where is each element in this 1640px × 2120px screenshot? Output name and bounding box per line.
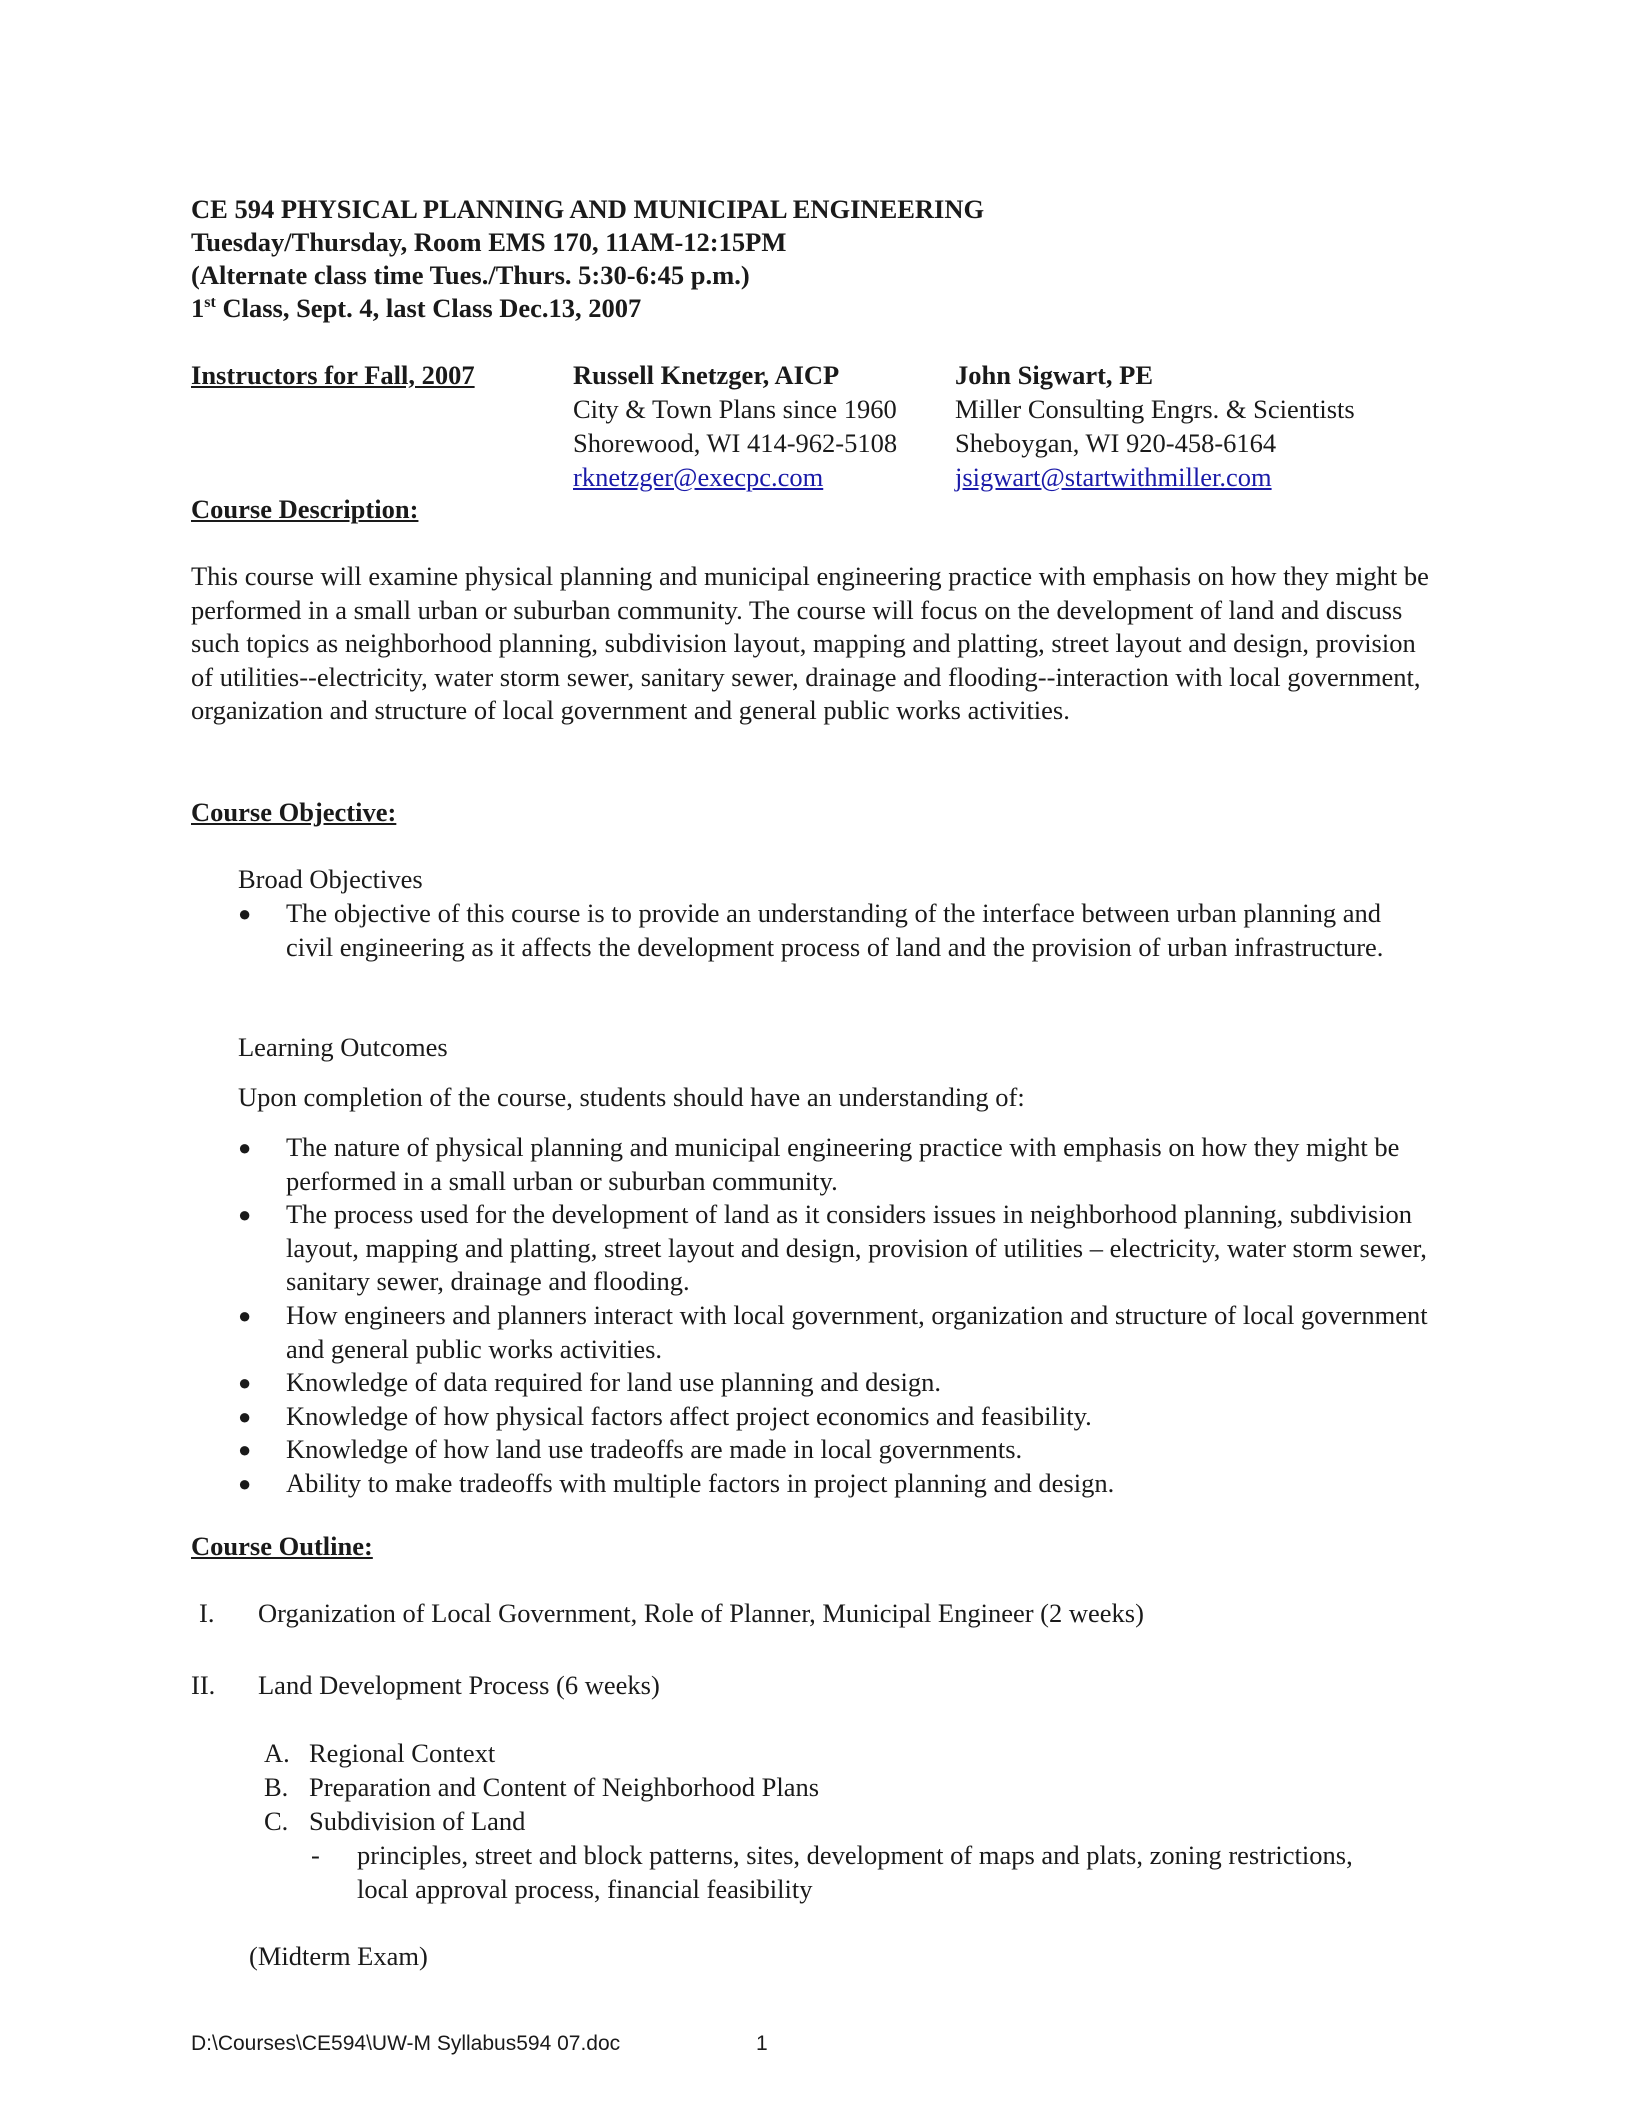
ordinal-suffix: st xyxy=(204,294,216,312)
course-title: CE 594 PHYSICAL PLANNING AND MUNICIPAL ENGINEERING xyxy=(191,194,985,224)
learning-outcomes-list xyxy=(238,1131,1428,1501)
bullet-icon: ● xyxy=(238,1403,252,1429)
bullet-icon: ● xyxy=(238,1470,252,1496)
list-item xyxy=(238,1433,1428,1467)
instructor-knetzger-name: Russell Knetzger, AICP xyxy=(573,360,840,390)
outline-section-text: Land Development Process (6 weeks) xyxy=(258,1670,660,1700)
bullet-icon: ● xyxy=(238,901,252,926)
learning-outcomes-intro: Upon completion of the course, students should have an understanding of: xyxy=(238,1082,1025,1112)
midterm-exam-note: (Midterm Exam) xyxy=(249,1941,428,1971)
outline-sub-letter: A. xyxy=(264,1738,290,1768)
outline-sub-text: Regional Context xyxy=(309,1738,496,1768)
list-item-text: The process used for the development of land as it considers issues in neighborhood planning, subdivision layout, mapping and platting, street layout and design, provision of utilities – electricity, water storm sewer, sanitary sewer, drainage and flooding. xyxy=(286,1199,1427,1297)
instructor-sigwart-phone: Sheboygan, WI 920-458-6164 xyxy=(955,428,1277,458)
instructor-knetzger-email-link[interactable]: rknetzger@execpc.com xyxy=(573,462,824,492)
list-item-text: Knowledge of how physical factors affect project economics and feasibility. xyxy=(286,1400,1092,1431)
course-description-body: This course will examine physical planning and municipal engineering practice with emphasis on how they might be performed in a small urban or suburban community. The course will focus on the development of land and discuss such topics as neighborhood planning, subdivision layout, mapping and platting, street layout and design, provision of utilities--electricity, water storm sewer, sanitary sewer, drainage and flooding--interaction with local government, organization and structure of local government and general public works activities. xyxy=(191,561,1429,726)
alternate-time-line: (Alternate class time Tues./Thurs. 5:30-6:45 p.m.) xyxy=(191,260,750,290)
broad-objectives-heading: Broad Objectives xyxy=(238,864,423,894)
outline-sub-text: Subdivision of Land xyxy=(309,1806,526,1836)
list-item xyxy=(238,897,1428,964)
footer-file-path: D:\Courses\CE594\UW-M Syllabus594 07.doc xyxy=(191,2032,621,2055)
bullet-icon: ● xyxy=(238,1135,252,1160)
list-item-text: Ability to make tradeoffs with multiple factors in project planning and design. xyxy=(286,1467,1115,1498)
list-item-text: Knowledge of data required for land use planning and design. xyxy=(286,1367,941,1398)
course-objective-heading: Course Objective: xyxy=(191,797,397,827)
course-description-heading: Course Description: xyxy=(191,494,419,524)
bullet-icon: ● xyxy=(238,1437,252,1463)
first-class-number: 1 xyxy=(191,293,205,323)
class-dates-text: Class, Sept. 4, last Class Dec.13, 2007 xyxy=(215,293,642,323)
list-item xyxy=(238,1400,1428,1434)
footer-page-number: 1 xyxy=(756,2032,768,2055)
bullet-icon: ● xyxy=(238,1202,252,1228)
list-item xyxy=(238,1198,1428,1299)
outline-sub-text: Preparation and Content of Neighborhood Plans xyxy=(309,1772,820,1802)
outline-sub-letter: B. xyxy=(264,1772,289,1802)
instructor-knetzger-phone: Shorewood, WI 414-962-5108 xyxy=(573,428,898,458)
course-outline-heading: Course Outline: xyxy=(191,1531,373,1561)
bullet-icon: ● xyxy=(238,1302,252,1328)
instructor-knetzger-line1: City & Town Plans since 1960 xyxy=(573,394,897,424)
list-item xyxy=(238,1467,1428,1501)
list-item xyxy=(238,1299,1428,1366)
learning-outcomes-heading: Learning Outcomes xyxy=(238,1032,448,1062)
outline-section-text: Organization of Local Government, Role of Planner, Municipal Engineer (2 weeks) xyxy=(258,1598,1144,1628)
list-item-text: How engineers and planners interact with local government, organization and structure of local government and general public works activities. xyxy=(286,1299,1428,1364)
list-item xyxy=(238,1366,1428,1400)
list-item-text: The nature of physical planning and municipal engineering practice with emphasis on how they might be performed in a small urban or suburban community. xyxy=(286,1132,1400,1196)
list-item xyxy=(238,1131,1428,1198)
outline-section-number: I. xyxy=(199,1598,215,1628)
outline-section-number: II. xyxy=(191,1670,216,1700)
instructors-label: Instructors for Fall, 2007 xyxy=(191,360,475,390)
outline-sub-letter: C. xyxy=(264,1806,289,1836)
bullet-icon: ● xyxy=(238,1370,252,1396)
schedule-line: Tuesday/Thursday, Room EMS 170, 11AM-12:15PM xyxy=(191,227,787,257)
list-item-text: The objective of this course is to provide an understanding of the interface between urban planning and civil engineering as it affects the development process of land and the provision of urban infrastructure. xyxy=(286,898,1384,962)
broad-objectives-list xyxy=(238,897,1428,964)
outline-dash-text: principles, street and block patterns, sites, development of maps and plats, zoning restrictions, local approval process, financial feasibility xyxy=(357,1840,1353,1904)
list-item-text: Knowledge of how land use tradeoffs are made in local governments. xyxy=(286,1434,1023,1465)
instructor-sigwart-email-link[interactable]: jsigwart@startwithmiller.com xyxy=(955,462,1272,492)
outline-dash: - xyxy=(311,1840,320,1870)
instructor-sigwart-line1: Miller Consulting Engrs. & Scientists xyxy=(955,394,1355,424)
class-dates-line xyxy=(191,292,641,325)
instructor-sigwart-name: John Sigwart, PE xyxy=(955,360,1154,390)
